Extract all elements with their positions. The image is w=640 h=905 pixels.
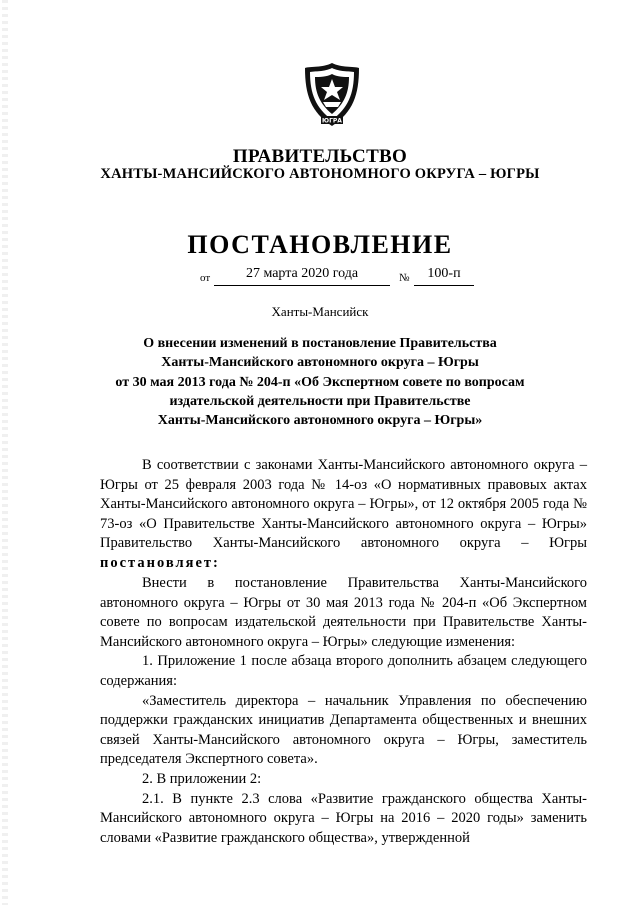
- decree-word: постановляет:: [100, 554, 220, 571]
- heading-line: Ханты-Мансийского автономного округа – Югры: [161, 355, 479, 371]
- date-prefix: от: [200, 272, 211, 284]
- city: Ханты-Мансийск: [271, 304, 369, 319]
- heading-line: издательской деятельности при Правительстве: [169, 393, 471, 409]
- scan-edge: [2, 0, 8, 905]
- document-number: 100-п: [414, 266, 474, 286]
- body-paragraph: «Заместитель директора – начальник Управления по обеспечению поддержки гражданских инициатив Департамента общественных и внешних связей Ханты-Мансийского автономного округа – Югры, заместитель председателя Экспертного совета».: [100, 692, 587, 768]
- body-paragraph: Внести в постановление Правительства Ханты-Мансийского автономного округа – Югры от 30 мая 2013 года № 204-п «Об Экспертном совете по вопросам издательской деятельности при Правительстве Ханты-Мансийского автономного округа – Югры» следующие изменения:: [100, 575, 587, 650]
- government-region: ХАНТЫ-МАНСИЙСКОГО АВТОНОМНОГО ОКРУГА – ЮГРЫ: [100, 166, 540, 182]
- heading-line: О внесении изменений в постановление Правительства: [143, 336, 497, 351]
- document-heading: [100, 334, 540, 430]
- government-title: ПРАВИТЕЛЬСТВО: [232, 146, 408, 167]
- heading-line: от 30 мая 2013 года № 204-п «Об Экспертном совете по вопросам: [115, 374, 525, 390]
- body-paragraph: 2.1. В пункте 2.3 слова «Развитие гражданского общества Ханты-Мансийского автономного округа – Югры на 2016 – 2020 годы» заменить словами «Развитие гражданского общества», утвержденной: [100, 790, 587, 846]
- body-paragraph: 2. В приложении 2:: [142, 770, 262, 787]
- decree-body: [100, 574, 587, 848]
- number-prefix: №: [399, 272, 410, 284]
- preamble-text: В соответствии с законами Ханты-Мансийского автономного округа – Югры от 25 февраля 2003 года № 14-оз «О нормативных правовых актах Ханты-Мансийского автономного округа – Югры», от 12 октября 2005 года № 73-оз «О Правительстве Ханты-Мансийского автономного округа – Югры» Правительство Ханты-Мансийского автономного округа – Югры: [100, 457, 587, 552]
- document-type: ПОСТАНОВЛЕНИЕ: [187, 230, 453, 259]
- emblem-label: ЮГРА: [322, 117, 342, 125]
- date-number-row: [0, 266, 640, 288]
- preamble-paragraph: [100, 456, 587, 574]
- body-paragraph: 1. Приложение 1 после абзаца второго дополнить абзацем следующего содержания:: [100, 653, 587, 689]
- heading-line: Ханты-Мансийского автономного округа – Югры»: [157, 413, 483, 429]
- coat-of-arms-icon: [297, 60, 367, 130]
- document-date: 27 марта 2020 года: [214, 266, 390, 286]
